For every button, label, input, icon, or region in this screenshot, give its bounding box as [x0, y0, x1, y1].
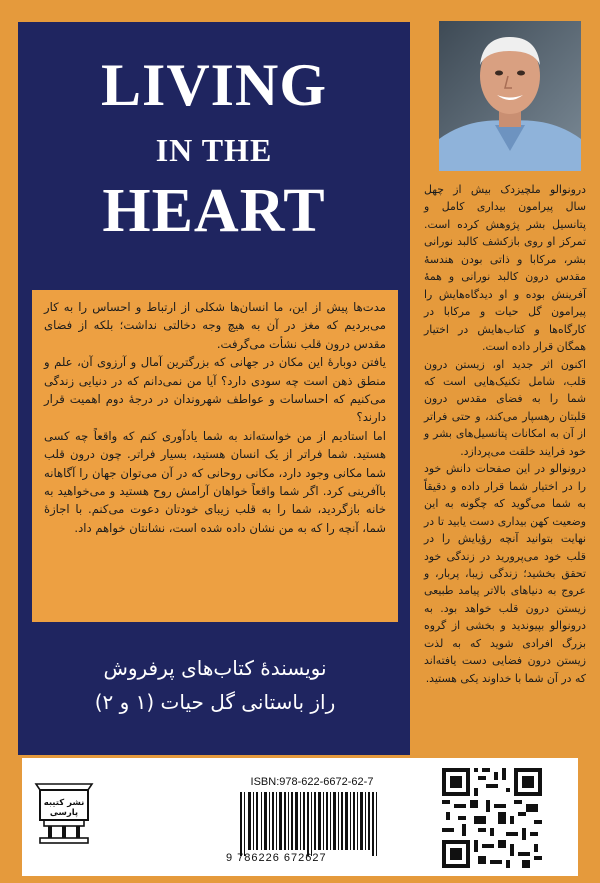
title-line-2: IN THE — [155, 132, 273, 168]
publisher-name: نشر کتیبه پارسی — [43, 798, 85, 818]
barcode-number: 9 786226 672627 — [226, 852, 327, 864]
author-portrait-icon — [439, 21, 581, 171]
excerpt-paragraph: مدت‌ها پیش از این، ما انسان‌ها شکلی از ارتباط و احساس را به کار می‌بردیم که مغز در آن به هیچ وجه دخالتی نداشت؛ بلکه از فضای مقدس درون قلب نشأت می‌گرفت. — [44, 300, 386, 351]
author-bio — [424, 181, 586, 687]
tagline-line-1: نویسندهٔ کتاب‌های پرفروش — [103, 656, 327, 680]
isbn-text: ISBN:978-622-6672-62-7 — [250, 776, 374, 788]
title-line-1: LIVING — [100, 52, 328, 118]
tagline-line-2: راز باستانی گل حیات (۱ و ۲) — [94, 690, 336, 714]
excerpt-box — [32, 290, 398, 622]
bio-paragraph: درونوالو ملچیزدک بیش از چهل سال پیرامون بیداری کامل و پتانسیل بشر پژوهش کرده است. تمرکز او روی بازکشف کالبد نورانی بشر، مرکابا و ذاتی بودن هندسهٔ مقدس درون کالبد نورانی و همهٔ آفرینش بوده و او دیدگاه‌هایش را پیرامون گل حیات و مرکابا در کارگاه‌ها و کتاب‌هایش در اختیار همگان قرار داده است. — [424, 183, 586, 354]
bio-paragraph: درونوالو در این صفحات دانش خود را در اختیار شما قرار داده و دقیقاً به شما می‌گوید که چگونه به این وضعیت کهن بیداری دست یابید تا در نهایت بتوانید آنچه رؤیایش را در قلب خود می‌پرورید در زندگی خود تحقق بخشید؛ زندگی زیبا، پربار، و عروج به دنیاهای بالاتر پیامد طبیعی زیستن درون قلب خواهد بود. به درونوالو بپیوندید و بخشی از گروه بزرگ افرادی شوید که به لذت زیستن درون فضایی دست یافته‌اند که در آن شما با خداوند یکی هستید. — [424, 462, 586, 685]
excerpt-paragraph: اما استادیم از من خواسته‌اند به شما یادآوری کنم که واقعاً چه کسی هستید. شما فراتر از یک انسان هستید، بسیار فراتر. چون درون قلب شما مکانی وجود دارد، مکانی روحانی که در آن می‌توان جهان را آگاهانه باآفرینی کرد. اگر شما واقعاً خواهان آرامش روح هستید و می‌خواهید به خانه بازگردید، شما را به قلب زیبای خودتان دعوت می‌کنم. با اجازهٔ شما، آنچه را که به من نشان داده شده است، نشانتان خواهم داد. — [44, 428, 386, 535]
excerpt-paragraph: یافتن دوبارهٔ این مکان در جهانی که بزرگترین آمال و آرزوی آن، علم و منطق ذهن است چه سودی دارد؟ آیا من نمی‌دانم که در دنیایی زندگی می‌کنیم که احساسات و عواطف شهروندان در درجهٔ دوم اهمیت قرار دارند؟ — [44, 355, 386, 425]
title-line-3: HEART — [102, 177, 326, 245]
qr-code-icon — [442, 768, 542, 868]
bio-paragraph: اکنون اثر جدید او، زیستن درون قلب، شامل تکنیک‌هایی است که شما را به فضای مقدس درون قلبتان رهسپار می‌کند، و حتی فراتر از آن به امکانات پتانسیل‌های بشر و خود فرایند خلقت می‌پردازد. — [424, 357, 586, 458]
